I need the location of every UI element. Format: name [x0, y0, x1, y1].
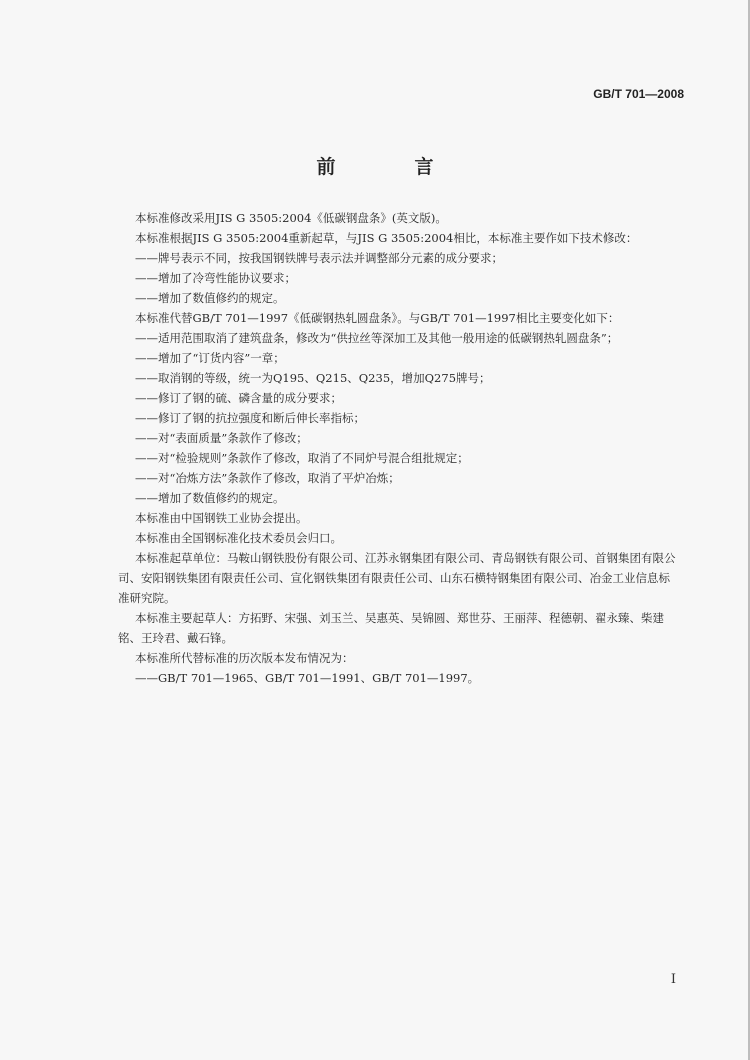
list-item: ——取消钢的等级，统一为Q195、Q215、Q235，增加Q275牌号； [135, 371, 491, 385]
page-title: 前 言 [316, 156, 464, 178]
paragraph-technical-changes: 本标准根据JIS G 3505:2004重新起草，与JIS G 3505:2004相比，本标准主要作如下技术修改： [135, 231, 638, 245]
paragraph-committee: 本标准由全国钢标准化技术委员会归口。 [135, 531, 342, 545]
foreword-body [118, 208, 676, 688]
paragraph-adoption: 本标准修改采用JIS G 3505:2004《低碳钢盘条》(英文版)。 [135, 211, 447, 225]
paragraph-replacement: 本标准代替GB/T 701—1997《低碳钢热轧圆盘条》。与GB/T 701—1997相比主要变化如下： [135, 311, 620, 325]
list-item: ——适用范围取消了建筑盘条，修改为“供拉丝等深加工及其他一般用途的低碳钢热轧圆盘条”； [135, 331, 619, 345]
list-item: ——对“表面质量”条款作了修改； [135, 431, 308, 445]
paragraph-drafting-units: 本标准起草单位：马鞍山钢铁股份有限公司、江苏永钢集团有限公司、青岛钢铁有限公司、首钢集团有限公司、安阳钢铁集团有限责任公司、宣化钢铁集团有限责任公司、山东石横特钢集团有限公司、冶金工业信息标准研究院。 [118, 551, 676, 605]
list-item: ——对“检验规则”条款作了修改，取消了不同炉号混合组批规定； [135, 451, 469, 465]
list-item: ——牌号表示不同，按我国钢铁牌号表示法并调整部分元素的成分要求； [135, 251, 503, 265]
paragraph-history-intro: 本标准所代替标准的历次版本发布情况为： [135, 651, 354, 665]
list-item: ——增加了数值修约的规定。 [135, 291, 285, 305]
paragraph-proposer: 本标准由中国钢铁工业协会提出。 [135, 511, 308, 525]
list-item: ——修订了钢的硫、磷含量的成分要求； [135, 391, 342, 405]
list-item: ——GB/T 701—1965、GB/T 701—1991、GB/T 701—1997。 [135, 671, 480, 685]
paragraph-drafters: 本标准主要起草人：方拓野、宋强、刘玉兰、吴惠英、吴锦圆、郑世芬、王丽萍、程德朝、翟永臻、柴建铭、王玲君、戴石锋。 [118, 611, 664, 645]
list-item: ——增加了“订货内容”一章； [135, 351, 285, 365]
list-item: ——增加了数值修约的规定。 [135, 491, 285, 505]
page-number: I [670, 972, 676, 987]
standard-code: GB/T 701—2008 [593, 87, 684, 101]
list-item: ——修订了钢的抗拉强度和断后伸长率指标； [135, 411, 365, 425]
list-item: ——增加了冷弯性能协议要求； [135, 271, 296, 285]
list-item: ——对“冶炼方法”条款作了修改，取消了平炉冶炼； [135, 471, 400, 485]
